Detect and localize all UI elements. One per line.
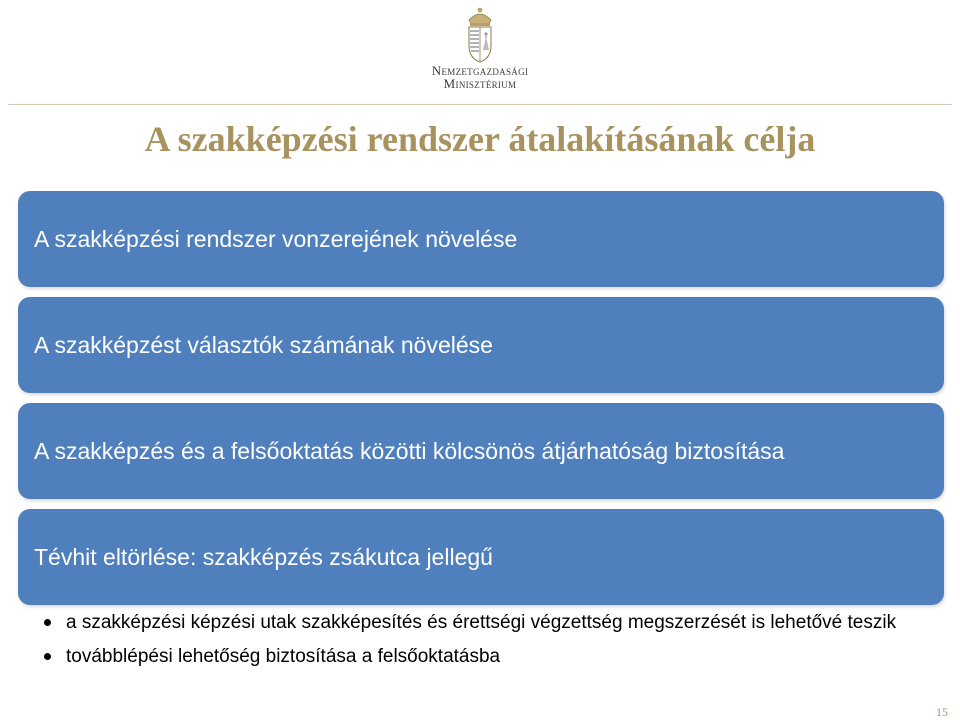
goal-box-4: [18, 509, 944, 605]
bullet-list: [40, 610, 946, 678]
goal-box-3-text: A szakképzés és a felsőoktatás közötti kölcsönös átjárhatóság biztosítása: [34, 438, 785, 464]
goal-box-2: [18, 297, 944, 393]
header: [0, 0, 960, 104]
goal-box-4-text: Tévhit eltörlése: szakképzés zsákutca jellegű: [34, 544, 493, 570]
bullet-item-2: továbblépési lehetőség biztosítása a felsőoktatásba: [66, 644, 946, 669]
page-number: 15: [936, 705, 948, 719]
goal-box-1-text: A szakképzési rendszer vonzerejének növelése: [34, 226, 518, 252]
bullet-item-1: a szakképzési képzési utak szakképesítés és érettségi végzettség megszerzését is lehetővé teszik: [66, 610, 946, 635]
page-title: A szakképzési rendszer átalakításának célja: [144, 119, 816, 159]
header-divider: [8, 104, 952, 105]
coat-of-arms-icon: [463, 6, 497, 64]
ministry-logo-text: [380, 64, 580, 90]
ministry-name-line2: Minisztérium: [443, 76, 517, 91]
goal-box-3: [18, 403, 944, 499]
ministry-name-line1: Nemzetgazdasági: [431, 63, 529, 78]
goal-box-2-text: A szakképzést választók számának növelése: [34, 332, 493, 358]
goal-box-1: [18, 191, 944, 287]
